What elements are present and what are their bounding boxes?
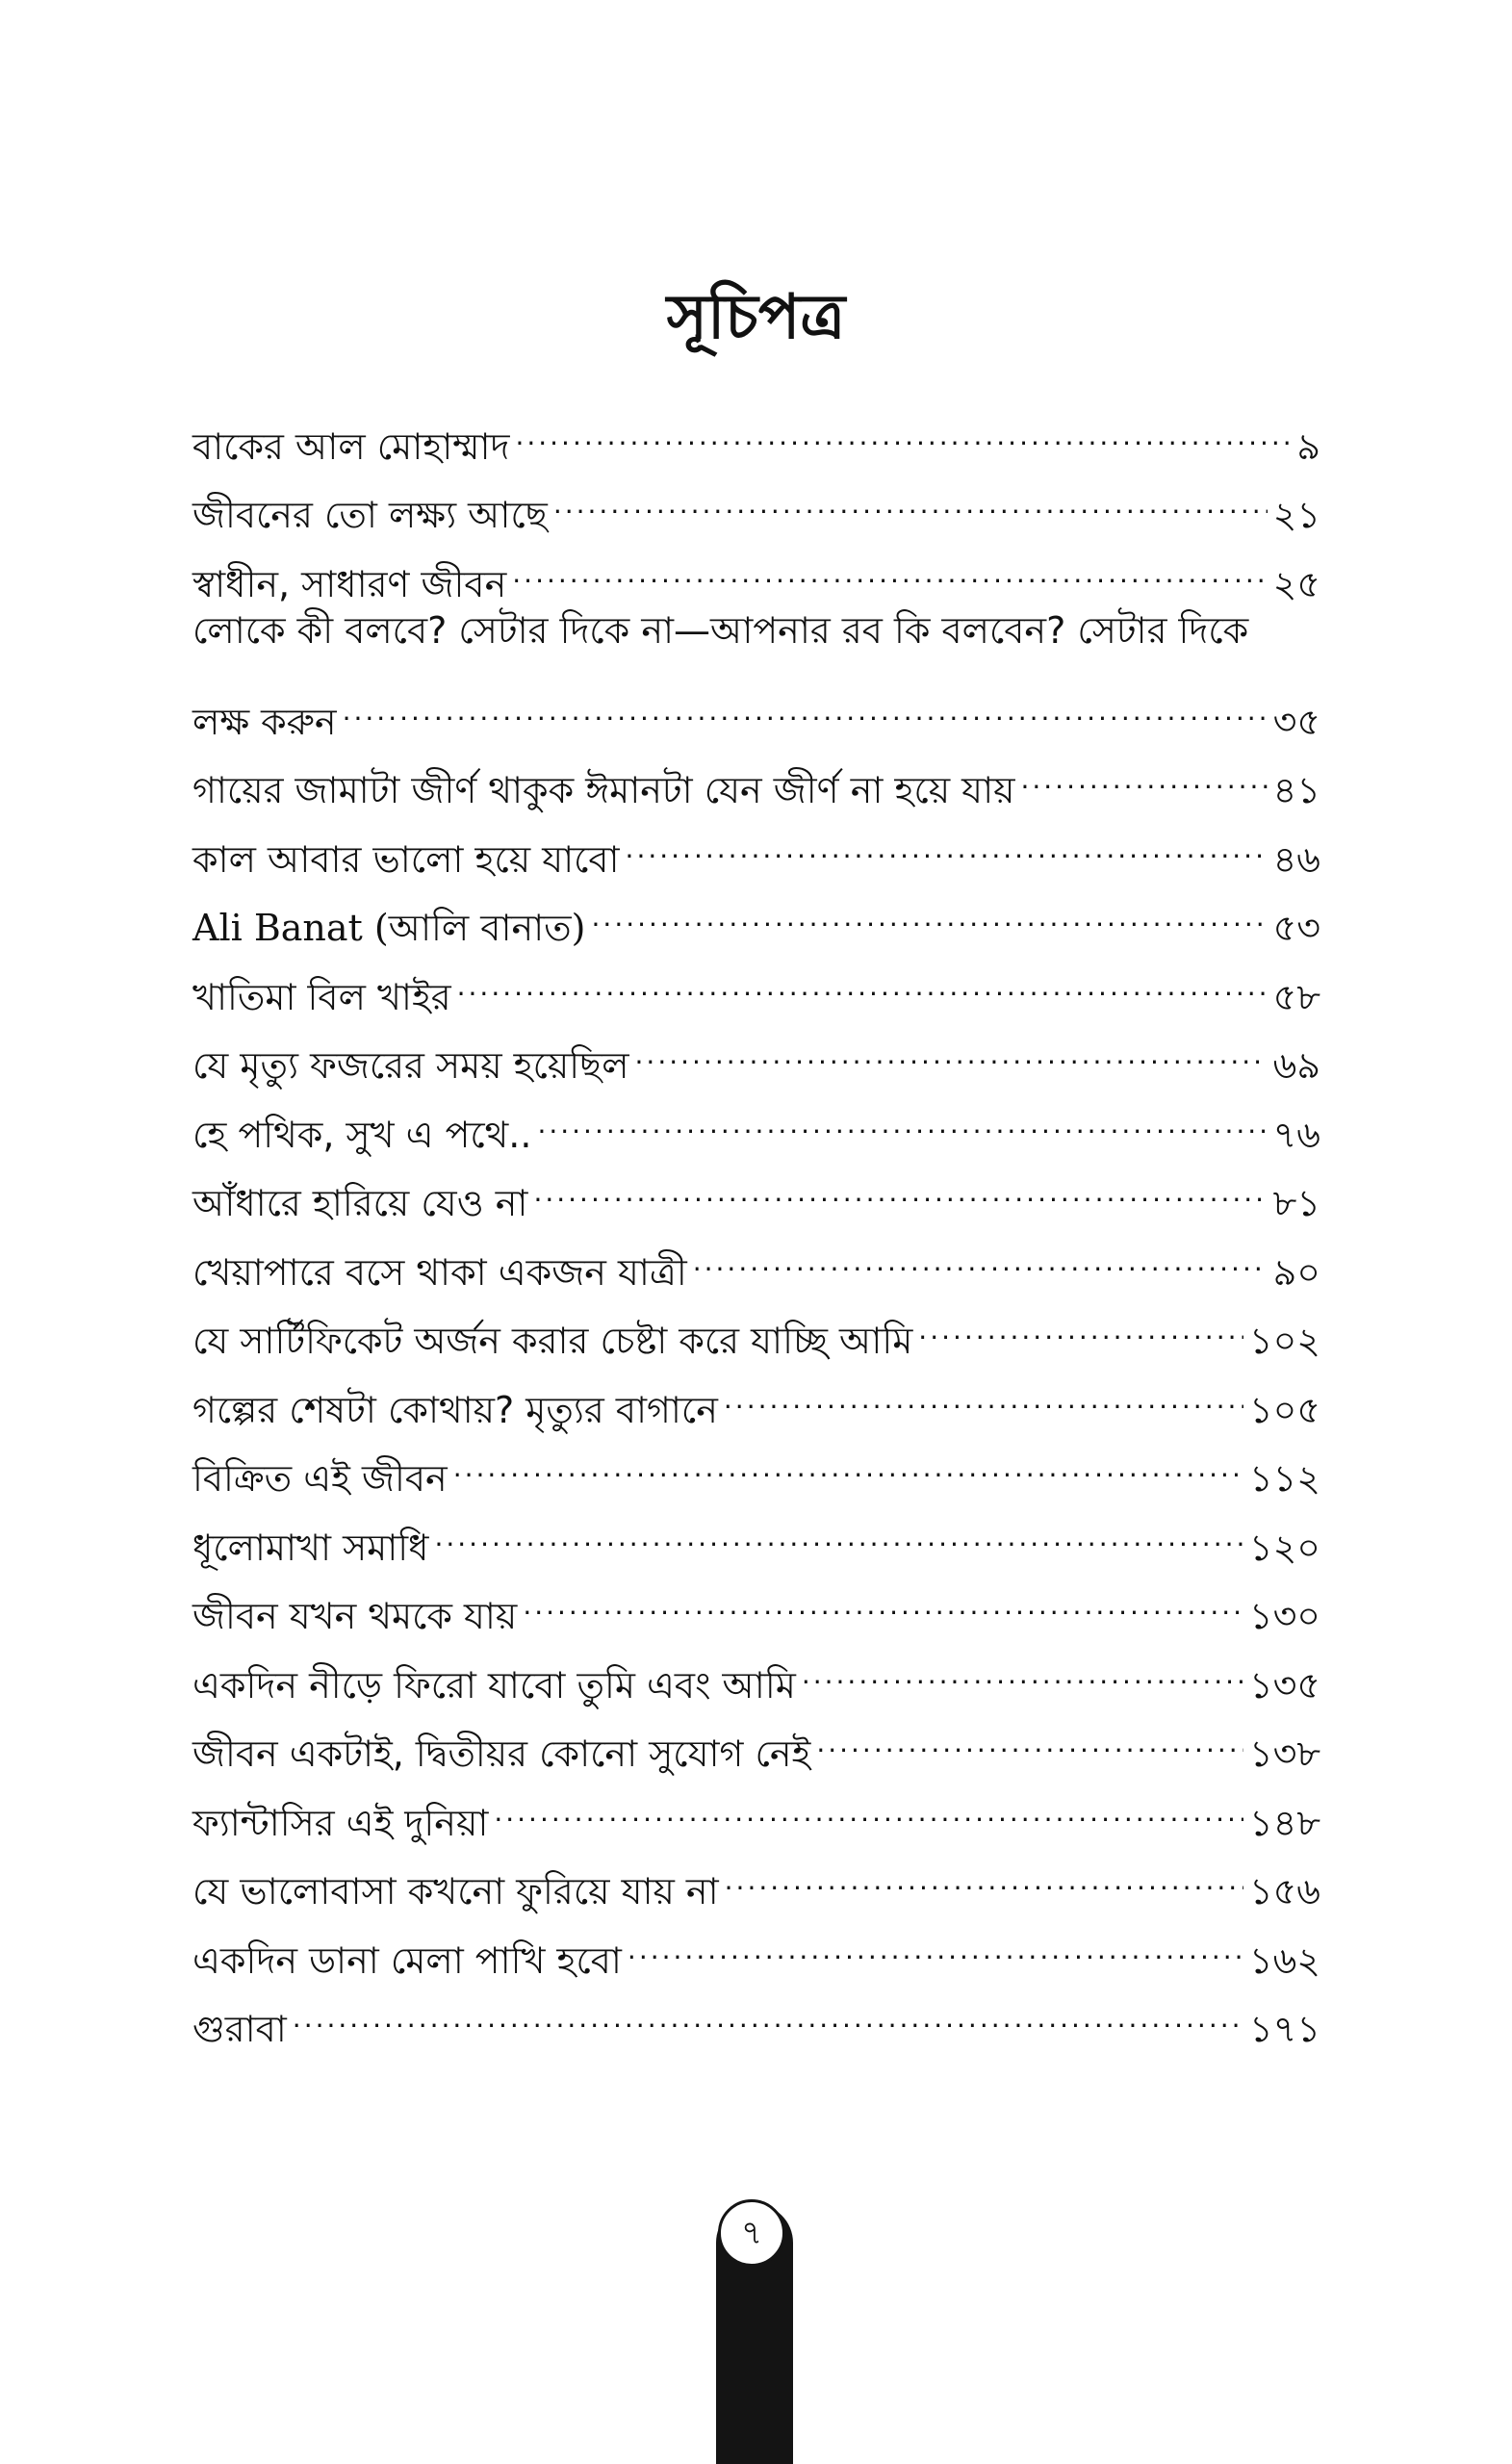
toc-entry-title-line1: লোকে কী বলবে? সেটার দিকে না—আপনার রব কি বলবেন? সেটার দিকে [192,608,1249,652]
toc-entry-title: একদিন ডানা মেলা পাখি হবো [192,1938,622,1982]
dot-leader [635,1010,1268,1079]
dot-leader [724,1353,1243,1423]
toc-entry-title: হে পথিক, সুখ এ পথে.. [192,1113,532,1156]
toc-entry-title: গল্পের শেষটা কোথায়? মৃত্যুর বাগানে [192,1388,718,1431]
toc-entry-title: একদিন নীড়ে ফিরো যাবো তুমি এবং আমি [192,1663,796,1707]
toc-entry-title: স্বাধীন, সাধারণ জীবন [192,562,507,605]
toc-entry-title: বাকের আল মোহাম্মাদ [192,424,510,468]
toc-entry-title: গুরাবা [192,2008,287,2050]
toc-entry-title: আঁধারে হারিয়ে যেও না [192,1182,528,1224]
toc-entry-title: বিক্রিত এই জীবন [192,1457,448,1500]
toc-entry-page: ৯০ [1272,1250,1320,1294]
toc-entry-title: খেয়াপারে বসে থাকা একজন যাত্রী [192,1250,687,1294]
dot-leader [628,1904,1243,1973]
dot-leader [537,1078,1267,1147]
toc-entry-title: যে ভালোবাসা কখনো ফুরিয়ে যায় না [192,1870,719,1912]
toc-entry-page: ১৩৫ [1248,1663,1320,1707]
toc-entry-page: ৭৬ [1272,1113,1320,1156]
toc-entry-page: ৪৬ [1272,837,1320,881]
toc-entry-title: গায়ের জামাটা জীর্ণ থাকুক ঈমানটা যেন জীর্ণ না হয়ে যায় [192,769,1015,811]
toc-entry-page: ৮১ [1272,1182,1320,1224]
toc-entry-page: ১০৫ [1248,1388,1320,1431]
toc-entry-page: ২৫ [1272,562,1320,605]
toc-entry[interactable] [192,734,1320,811]
dot-leader [693,1216,1268,1285]
dot-leader [626,803,1268,872]
dot-leader [434,1491,1243,1560]
toc-entry-title: Ali Banat (আলি বানাত) [192,907,586,949]
toc-entry-title: কাল আবার ভালো হয়ে যাবো [192,837,620,881]
dot-leader [802,1629,1243,1698]
toc-entry[interactable] [192,665,1320,743]
toc-entry-title: যে মৃত্যু ফজরের সময় হয়েছিল [192,1044,629,1087]
dot-leader [816,1698,1243,1767]
dot-leader [512,527,1267,597]
toc-entry-title: ধূলোমাখা সমাধি [192,1526,429,1569]
toc-entry-title: জীবনের তো লক্ষ্য আছে [192,494,548,536]
toc-entry-page: ৩৫ [1272,700,1320,743]
toc-entry-title: লক্ষ করুন [192,700,337,743]
toc-entry-title: জীবন যখন থমকে যায় [192,1595,518,1637]
toc-entry-page: ১৪৮ [1249,1801,1320,1844]
dot-leader [515,390,1291,459]
toc-entry-page: ১৫৬ [1248,1870,1320,1912]
toc-entry-wrapped-line[interactable] [192,597,1320,666]
page-number: ৭ [718,2199,785,2267]
toc-entry-title: ফ্যান্টাসির এই দুনিয়া [192,1801,489,1844]
toc-entry-page: ১৭১ [1248,2008,1320,2050]
toc-entry-page: ১১২ [1248,1457,1320,1500]
dot-leader [592,872,1268,941]
table-of-contents [192,390,1320,2050]
dot-leader [533,1147,1267,1217]
page-title: সূচিপত্র [666,282,846,353]
dot-leader [523,1560,1243,1630]
dot-leader [293,1973,1243,2042]
toc-entry-title: খাতিমা বিল খাইর [192,975,451,1018]
toc-entry-page: ১২০ [1248,1526,1320,1569]
toc-entry-page: ৯ [1296,424,1320,468]
dot-leader [343,665,1268,734]
toc-entry-page: ১০২ [1248,1320,1320,1362]
toc-entry-page: ৫৮ [1272,975,1320,1018]
toc-entry-page: ১৩৮ [1248,1732,1320,1775]
toc-entry-page: ৪১ [1272,769,1320,811]
toc-entry-title: যে সার্টিফিকেট অর্জন করার চেষ্টা করে যাচ্ছি আমি [192,1320,913,1362]
toc-entry[interactable] [192,390,1320,468]
toc-entry-title: জীবন একটাই, দ্বিতীয়র কোনো সুযোগ নেই [192,1732,811,1775]
dot-leader [918,1285,1243,1354]
dot-leader [457,940,1268,1010]
dot-leader [453,1423,1243,1492]
toc-entry-page: ৫৩ [1272,907,1320,949]
dot-leader [725,1835,1243,1905]
toc-entry-page: ২১ [1272,494,1320,536]
dot-leader [553,459,1268,528]
toc-entry-page: ১৩০ [1248,1595,1320,1637]
dot-leader [1020,734,1267,804]
toc-entry-page: ৬৯ [1272,1044,1320,1087]
toc-entry[interactable] [192,1973,1320,2050]
dot-leader [494,1766,1243,1835]
toc-entry-page: ১৬২ [1248,1938,1320,1982]
